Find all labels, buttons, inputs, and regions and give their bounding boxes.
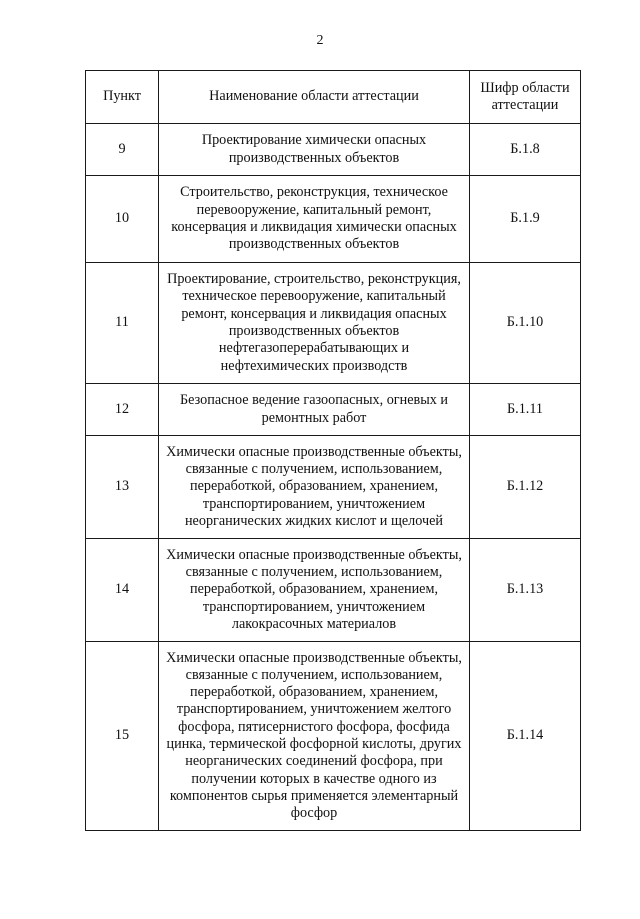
cell-code: Б.1.12 xyxy=(470,436,581,539)
cell-area-name: Строительство, реконструкция, техническое перевооружение, капитальный ремонт, консервация и ликвидация химически опасных производственных объектов xyxy=(159,176,470,263)
cell-code: Б.1.9 xyxy=(470,176,581,263)
cell-code: Б.1.8 xyxy=(470,124,581,176)
cell-code: Б.1.11 xyxy=(470,384,581,436)
cell-item: 9 xyxy=(86,124,159,176)
cell-code: Б.1.10 xyxy=(470,263,581,384)
header-item: Пункт xyxy=(86,71,159,124)
certification-areas-table xyxy=(85,70,581,831)
table-row xyxy=(86,384,581,436)
cell-item: 10 xyxy=(86,176,159,263)
cell-item: 11 xyxy=(86,263,159,384)
table-row xyxy=(86,642,581,831)
table-row xyxy=(86,436,581,539)
table-row xyxy=(86,176,581,263)
cell-area-name: Химически опасные производственные объекты, связанные с получением, использованием, переработкой, образованием, хранением, транспортированием, уничтожением неорганических жидких кислот и щелочей xyxy=(159,436,470,539)
table-row xyxy=(86,124,581,176)
cell-item: 15 xyxy=(86,642,159,831)
table-row xyxy=(86,539,581,642)
table-header-row xyxy=(86,71,581,124)
cell-item: 13 xyxy=(86,436,159,539)
cell-item: 14 xyxy=(86,539,159,642)
header-area-name: Наименование области аттестации xyxy=(159,71,470,124)
cell-code: Б.1.14 xyxy=(470,642,581,831)
table-row xyxy=(86,263,581,384)
cell-area-name: Проектирование химически опасных производственных объектов xyxy=(159,124,470,176)
header-code: Шифр области аттестации xyxy=(470,71,581,124)
cell-area-name: Химически опасные производственные объекты, связанные с получением, использованием, переработкой, образованием, хранением, транспортированием, уничтожением желтого фосфора, пятисернистого фосфора, фосфида цинка, термической фосфорной кислоты, других неорганических соединений фосфора, при получении которых в качестве одного из компонентов сырья применяется элементарный фосфор xyxy=(159,642,470,831)
cell-code: Б.1.13 xyxy=(470,539,581,642)
cell-area-name: Проектирование, строительство, реконструкция, техническое перевооружение, капитальный ремонт, консервация и ликвидация опасных производственных объектов нефтегазоперерабатывающих и нефтехимических производств xyxy=(159,263,470,384)
cell-area-name: Химически опасные производственные объекты, связанные с получением, использованием, переработкой, образованием, хранением, транспортированием, уничтожением лакокрасочных материалов xyxy=(159,539,470,642)
page-number: 2 xyxy=(316,33,324,48)
cell-item: 12 xyxy=(86,384,159,436)
cell-area-name: Безопасное ведение газоопасных, огневых и ремонтных работ xyxy=(159,384,470,436)
